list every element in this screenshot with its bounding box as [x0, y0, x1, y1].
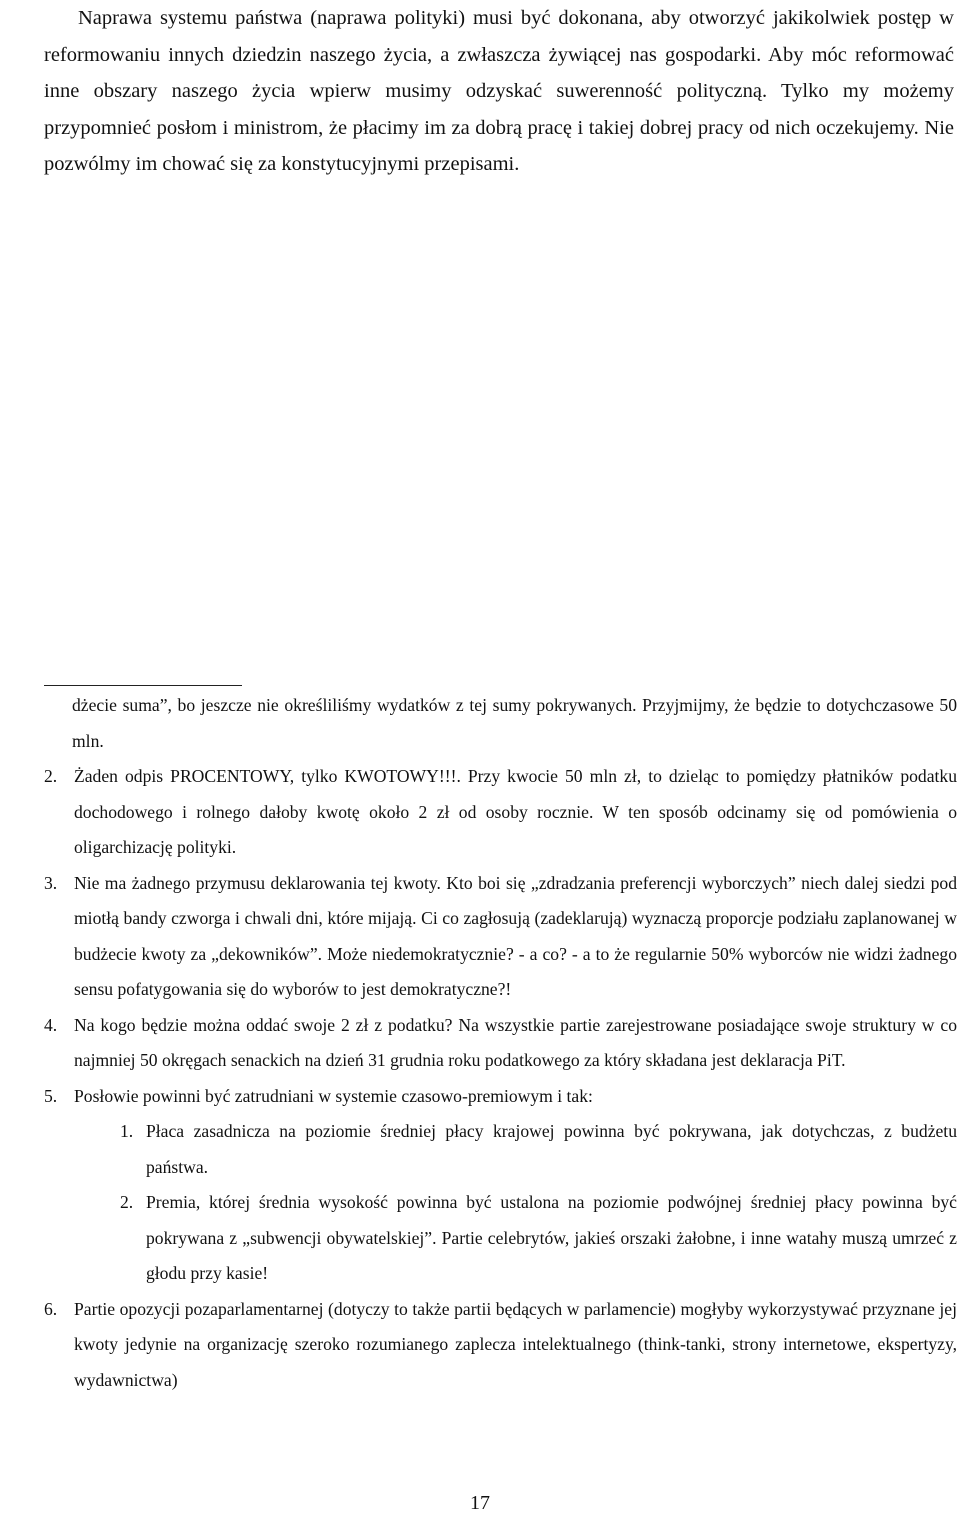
list-item — [42, 1079, 957, 1115]
list-item-text: Nie ma żadnego przymusu deklarowania tej kwoty. Kto boi się „zdradzania preferencji wyborczych” niech dalej siedzi pod miotłą bandy czworga i chwali dni, które mijają. Ci co zagłosują (zadeklarują) wyznaczą proporcje podziału zaplanowanej w budżecie kwoty za „dekowników”. Może niedemokratycznie? - a co? - a to że regularnie 50% wyborców nie widzi żadnego sensu pofatygowania się do wyborów to jest demokratyczne?! — [74, 872, 957, 999]
nested-list-item-number: 2. — [120, 1192, 134, 1212]
footnote-block — [42, 688, 957, 1398]
list-item — [42, 759, 957, 866]
list-item-number: 3. — [44, 872, 58, 893]
nested-list-item-text: Premia, której średnia wysokość powinna być ustalona na poziomie podwójnej średniej płacy powinna być pokrywana z „subwencji obywatelskiej”. Partie celebrytów, jakieś orszaki żałobne, i inne watahy muszą umrzeć z głodu przy kasie! — [146, 1192, 957, 1283]
footnote-list — [42, 759, 957, 1114]
page-number: 17 — [470, 1492, 490, 1514]
list-item-number: 5. — [44, 1085, 58, 1106]
footnote-continuation: dżecie suma”, bo jeszcze nie określiliśmy wydatków z tej sumy pokrywanych. Przyjmijmy, że będzie to dotychczasowe 50 mln. — [72, 695, 957, 751]
body-paragraph: Naprawa systemu państwa (naprawa polityki) musi być dokonana, aby otworzyć jakikolwiek postęp w reformowaniu innych dziedzin naszego życia, a zwłaszcza żywiącej nas gospodarki. Aby móc reformować inne obszary naszego życia wpierw musimy odzyskać suwerenność polityczną. Tylko my możemy przypomnieć posłom i ministrom, że płacimy im za dobrą pracę i takiej dobrej pracy od nich oczekujemy. Nie pozwólmy im chować się za konstytucyjnymi przepisami. — [44, 7, 954, 175]
list-item — [42, 1008, 957, 1079]
list-item — [42, 866, 957, 1008]
footnote-list-continued — [42, 1292, 957, 1399]
nested-list-item-text: Płaca zasadnicza na poziomie średniej płacy krajowej powinna być pokrywana, jak dotychczas, z budżetu państwa. — [146, 1121, 957, 1177]
list-item — [42, 1292, 957, 1399]
list-item-text: Partie opozycji pozaparlamentarnej (dotyczy to także partii będących w parlamencie) mogłyby wykorzystywać przyznane jej kwoty jedynie na organizację szeroko rozumianego zaplecza intelektualnego (think-tanki, strony internetowe, ekspertyzy, wydawnictwa) — [74, 1298, 957, 1390]
list-item-text: Na kogo będzie można oddać swoje 2 zł z podatku? Na wszystkie partie zarejestrowane posiadające swoje struktury w co najmniej 50 okręgach senackich na dzień 31 grudnia roku podatkowego za który składana jest deklaracja PiT. — [74, 1014, 957, 1070]
nested-list — [42, 1114, 957, 1292]
list-item-number: 2. — [44, 766, 58, 786]
nested-list-item — [42, 1114, 957, 1185]
nested-list-item-number: 1. — [120, 1121, 134, 1141]
list-item-text: Żaden odpis PROCENTOWY, tylko KWOTOWY!!!. Przy kwocie 50 mln zł, to dzieląc to pomiędzy płatników podatku dochodowego i rolnego dałoby kwotę około 2 zł od osoby rocznie. W ten sposób odcinamy się od pomówienia o oligarchizację polityki. — [74, 766, 957, 857]
footnote-separator — [44, 685, 242, 686]
list-item-number: 4. — [44, 1014, 58, 1035]
list-item-text: Posłowie powinni być zatrudniani w systemie czasowo-premiowym i tak: — [74, 1085, 593, 1106]
list-item-number: 6. — [44, 1298, 58, 1319]
nested-list-item — [42, 1185, 957, 1292]
